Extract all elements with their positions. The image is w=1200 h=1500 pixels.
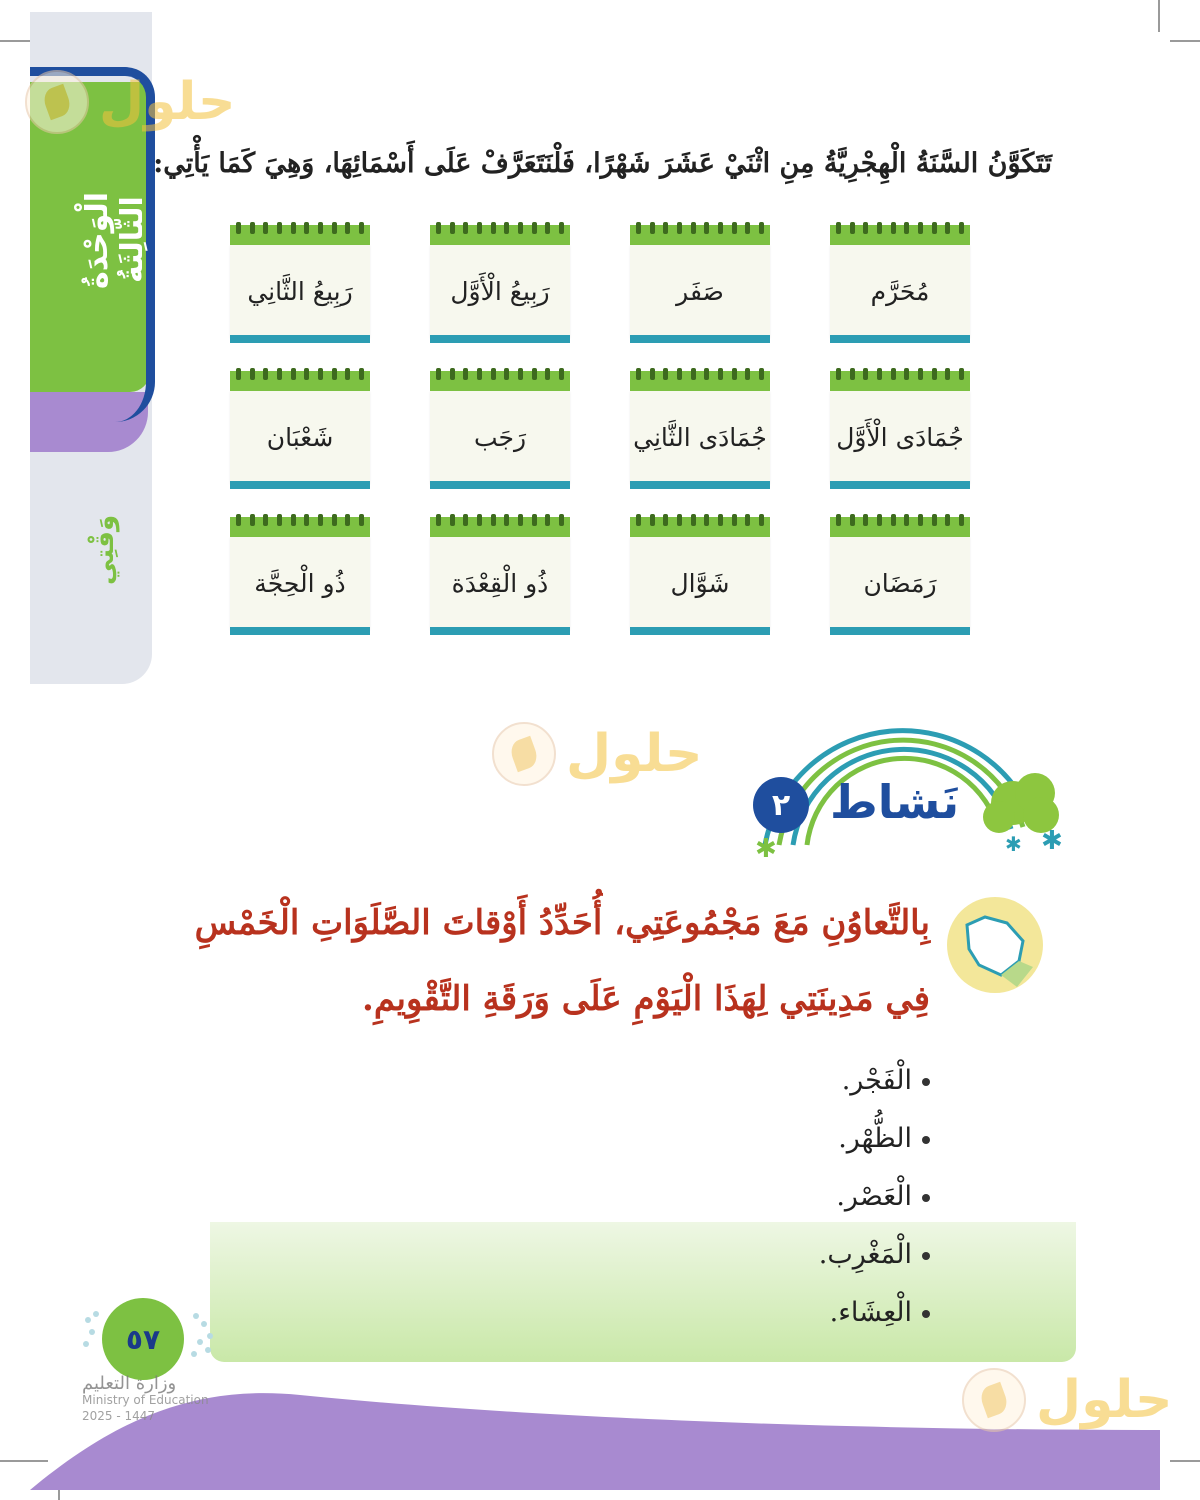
month-name: رَبِيعُ الْأَوَّل — [450, 276, 550, 306]
month-card — [230, 371, 370, 491]
prayer-item — [630, 1226, 930, 1284]
month-card — [430, 371, 570, 491]
rainbow-icon — [745, 665, 1065, 865]
watermark-logo — [492, 722, 702, 786]
activity-number-badge: ٢ — [753, 777, 809, 833]
prayer-item — [630, 1284, 930, 1342]
crop-mark — [1170, 40, 1200, 42]
month-card — [830, 225, 970, 345]
month-name: ذُو الْقِعْدَة — [451, 568, 549, 598]
ministry-logo — [82, 1373, 222, 1424]
ministry-name-en: Ministry of Education — [82, 1393, 209, 1407]
month-name: ذُو الْحِجَّة — [254, 568, 346, 598]
month-card — [830, 371, 970, 491]
watermark-logo — [25, 70, 235, 134]
watermark-text: حلول — [1036, 1370, 1173, 1430]
saudi-map-icon — [945, 895, 1045, 995]
prayer-name: الْفَجْر. — [841, 1065, 912, 1096]
month-name: رَجَب — [473, 422, 527, 452]
prayer-name: الْعِشَاء. — [829, 1297, 912, 1328]
month-name: رَمَضَان — [863, 568, 937, 598]
month-name: صَفَر — [676, 276, 724, 306]
svg-text:✱: ✱ — [755, 834, 777, 864]
prayer-item — [630, 1110, 930, 1168]
month-name: شَوَّال — [670, 568, 730, 598]
month-name: مُحَرَّم — [870, 276, 930, 306]
month-name: جُمَادَى الْأَوَّل — [836, 422, 964, 452]
svg-text:✱: ✱ — [1041, 826, 1063, 856]
months-grid — [230, 225, 970, 645]
intro-text: تَتَكَوَّنُ السَّنَةُ الْهِجْرِيَّةُ مِنِ اثْنَيْ عَشَرَ شَهْرًا، فَلْنَتَعَرَّفْ عَلَى أَسْمَائِهَا، وَهِيَ كَمَا يَأْتِي: — [153, 148, 1052, 179]
edition-year: 2025 - 1447 — [82, 1409, 156, 1423]
prayer-item — [630, 1052, 930, 1110]
page-number: ٥٧ — [102, 1298, 184, 1380]
month-card — [430, 517, 570, 637]
activity-title: نَشاط — [830, 775, 960, 829]
month-card — [630, 371, 770, 491]
unit-sub-label: وَقْتِي — [90, 514, 120, 586]
prayer-list — [630, 1052, 930, 1342]
prayer-item — [630, 1168, 930, 1226]
ministry-name-ar: وزارة التعليم — [82, 1373, 177, 1394]
watermark-text: حلول — [566, 724, 703, 784]
watermark-logo — [962, 1368, 1172, 1432]
unit-label: الْوَحْدَةُ الثَّالِثَةُ — [80, 191, 150, 289]
month-card — [630, 517, 770, 637]
month-name: رَبِيعُ الثَّانِي — [247, 276, 353, 306]
month-name: جُمَادَى الثَّانِي — [633, 422, 767, 452]
prayer-name: الْعَصْر. — [836, 1181, 912, 1212]
activity-instruction: بِالتَّعاوُنِ مَعَ مَجْمُوعَتِي، أُحَدِّدُ أَوْقاتَ الصَّلَوَاتِ الْخَمْسِ فِي مَدِينَتِي لِهَذَا الْيَوْمِ عَلَى وَرَقَةِ التَّقْوِيمِ. — [194, 903, 930, 1019]
month-card — [630, 225, 770, 345]
month-card — [230, 225, 370, 345]
month-name: شَعْبَان — [266, 422, 334, 452]
watermark-text: حلول — [99, 72, 236, 132]
svg-text:✱: ✱ — [1005, 832, 1022, 856]
month-card — [230, 517, 370, 637]
month-card — [430, 225, 570, 345]
prayer-name: الْمَغْرِب. — [818, 1239, 912, 1270]
prayer-name: الظُّهْر. — [838, 1123, 912, 1154]
crop-mark — [1158, 0, 1160, 32]
month-card — [830, 517, 970, 637]
